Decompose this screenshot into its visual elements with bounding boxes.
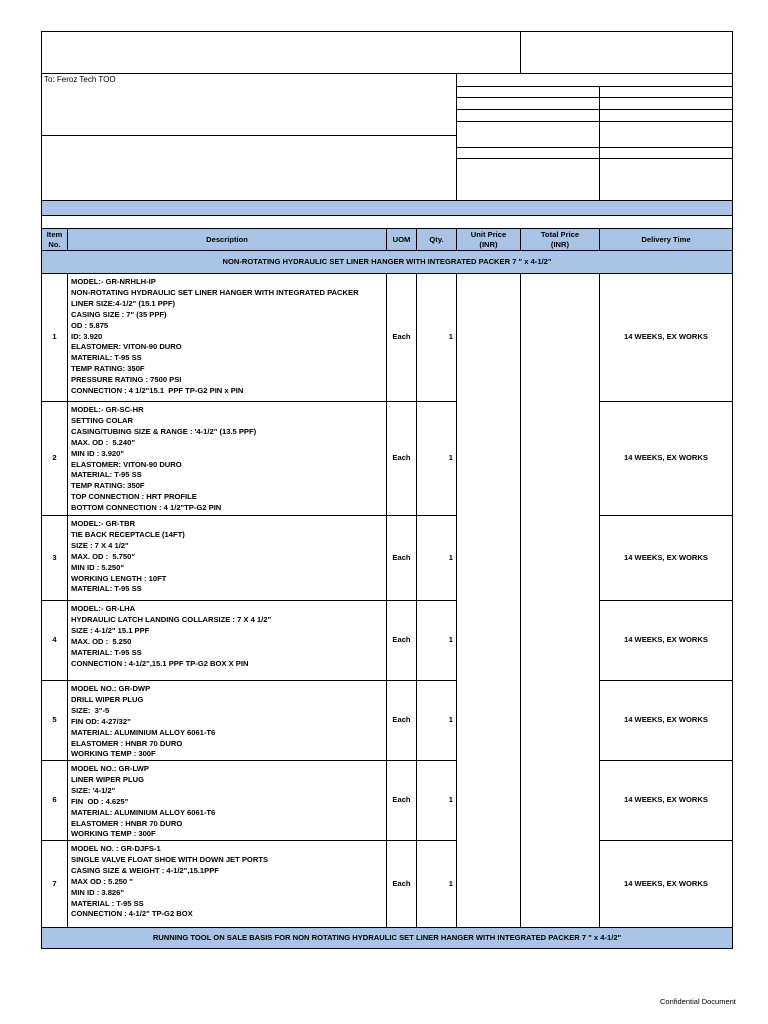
info-grid-line bbox=[456, 121, 733, 122]
item-description: MODEL NO.: GR-LWP LINER WIPER PLUG SIZE: '4-1/2" FIN OD : 4.625" MATERIAL: ALUMINIUM ALLOY 6061-T6 ELASTOMER : HNBR 70 DURO WORKING TEMP : 300F bbox=[67, 760, 387, 841]
item-no: 4 bbox=[41, 600, 68, 681]
item-no: 2 bbox=[41, 401, 68, 516]
item-uom: Each bbox=[386, 760, 417, 841]
item-delivery: 14 WEEKS, EX WORKS bbox=[599, 760, 733, 841]
item-delivery: 14 WEEKS, EX WORKS bbox=[599, 680, 733, 761]
col-header-item-no: Item No. bbox=[41, 228, 68, 251]
item-qty: 1 bbox=[416, 680, 457, 761]
item-qty: 1 bbox=[416, 401, 457, 516]
item-qty: 1 bbox=[416, 760, 457, 841]
item-description: MODEL:- GR-TBR TIE BACK RECEPTACLE (14FT) SIZE : 7 X 4 1/2" MAX. OD : 5.750" MIN ID : 5.250" WORKING LENGTH : 10FT MATERIAL: T-95 SS bbox=[67, 515, 387, 601]
item-no: 5 bbox=[41, 680, 68, 761]
item-delivery: 14 WEEKS, EX WORKS bbox=[599, 273, 733, 402]
item-description: MODEL:- GR-SC-HR SETTING COLAR CASING/TUBING SIZE & RANGE : '4-1/2" (13.5 PPF) MAX. OD : 5.240" MIN ID : 3.920" ELASTOMER: VITON-90 DURO MATERIAL: T-95 SS TEMP RATING: 350F TOP CONNECTION : HRT PROFILE BOTTOM CONNECTION : 4 1/2"TP-G2 PIN bbox=[67, 401, 387, 516]
header-band bbox=[41, 200, 733, 216]
col-header-description: Description bbox=[67, 228, 387, 251]
total-price-column bbox=[520, 273, 600, 928]
col-header-delivery: Delivery Time bbox=[599, 228, 733, 251]
section-title-running-tool: RUNNING TOOL ON SALE BASIS FOR NON ROTATING HYDRAULIC SET LINER HANGER WITH INTEGRATED PACKER 7 " x 4-1/2" bbox=[41, 927, 733, 949]
item-delivery: 14 WEEKS, EX WORKS bbox=[599, 515, 733, 601]
item-uom: Each bbox=[386, 840, 417, 928]
recipient-label: To: Feroz Tech TOO bbox=[44, 75, 116, 84]
item-no: 1 bbox=[41, 273, 68, 402]
item-no: 3 bbox=[41, 515, 68, 601]
item-delivery: 14 WEEKS, EX WORKS bbox=[599, 401, 733, 516]
col-header-unit-price: Unit Price (INR) bbox=[456, 228, 521, 251]
item-uom: Each bbox=[386, 273, 417, 402]
info-grid-line bbox=[456, 97, 733, 98]
item-delivery: 14 WEEKS, EX WORKS bbox=[599, 840, 733, 928]
section-title-liner-hanger: NON-ROTATING HYDRAULIC SET LINER HANGER WITH INTEGRATED PACKER 7 " x 4-1/2" bbox=[41, 250, 733, 274]
item-description: MODEL:- GR-NRHLH-IP NON-ROTATING HYDRAULIC SET LINER HANGER WITH INTEGRATED PACKER LINER SIZE:4-1/2" (15.1 PPF) CASING SIZE : 7" (35 PPF) OD : 5.875 ID: 3.920 ELASTOMER: VITON-90 DURO MATERIAL: T-95 SS TEMP RATING: 350F PRESSURE RATING : 7500 PSI CONNECTION : 4 1/2"15.1 PPF TP-G2 PIN x PIN bbox=[67, 273, 387, 402]
confidential-note: Confidential Document bbox=[660, 997, 736, 1006]
info-grid-left-border bbox=[456, 74, 457, 201]
info-grid-line bbox=[456, 109, 733, 110]
item-no: 7 bbox=[41, 840, 68, 928]
info-grid-mid-border bbox=[599, 86, 600, 201]
blank-row bbox=[41, 215, 733, 229]
item-uom: Each bbox=[386, 401, 417, 516]
item-no: 6 bbox=[41, 760, 68, 841]
title-row bbox=[41, 31, 733, 74]
item-description: MODEL NO. : GR-DJFS-1 SINGLE VALVE FLOAT SHOE WITH DOWN JET PORTS CASING SIZE & WEIGHT : 4-1/2",15.1PPF MAX OD : 5.250 " MIN ID : 3.826" MATERIAL : T-95 SS CONNECTION : 4-1/2" TP-G2 BOX bbox=[67, 840, 387, 928]
item-qty: 1 bbox=[416, 840, 457, 928]
address-divider bbox=[41, 135, 457, 136]
info-grid-line bbox=[456, 158, 733, 159]
col-header-qty: Qty. bbox=[416, 228, 457, 251]
col-header-total-price: Total Price (INR) bbox=[520, 228, 600, 251]
item-description: MODEL NO.: GR-DWP DRILL WIPER PLUG SIZE: 3"-5 FIN OD: 4-27/32" MATERIAL: ALUMINIUM ALLOY 6061-T6 ELASTOMER : HNBR 70 DURO WORKING TEMP : 300F bbox=[67, 680, 387, 761]
info-grid-line bbox=[456, 86, 733, 87]
col-header-uom: UOM bbox=[386, 228, 417, 251]
item-qty: 1 bbox=[416, 515, 457, 601]
item-uom: Each bbox=[386, 515, 417, 601]
item-qty: 1 bbox=[416, 273, 457, 402]
item-qty: 1 bbox=[416, 600, 457, 681]
item-description: MODEL:- GR-LHA HYDRAULIC LATCH LANDING COLLARSIZE : 7 X 4 1/2" SIZE : 4-1/2" 15.1 PPF MAX. OD : 5.250 MATERIAL: T-95 SS CONNECTION : 4-1/2",15.1 PPF TP-G2 BOX X PIN bbox=[67, 600, 387, 681]
item-uom: Each bbox=[386, 600, 417, 681]
title-divider bbox=[520, 31, 521, 74]
info-grid-line bbox=[456, 147, 733, 148]
item-uom: Each bbox=[386, 680, 417, 761]
unit-price-column bbox=[456, 273, 521, 928]
item-delivery: 14 WEEKS, EX WORKS bbox=[599, 600, 733, 681]
